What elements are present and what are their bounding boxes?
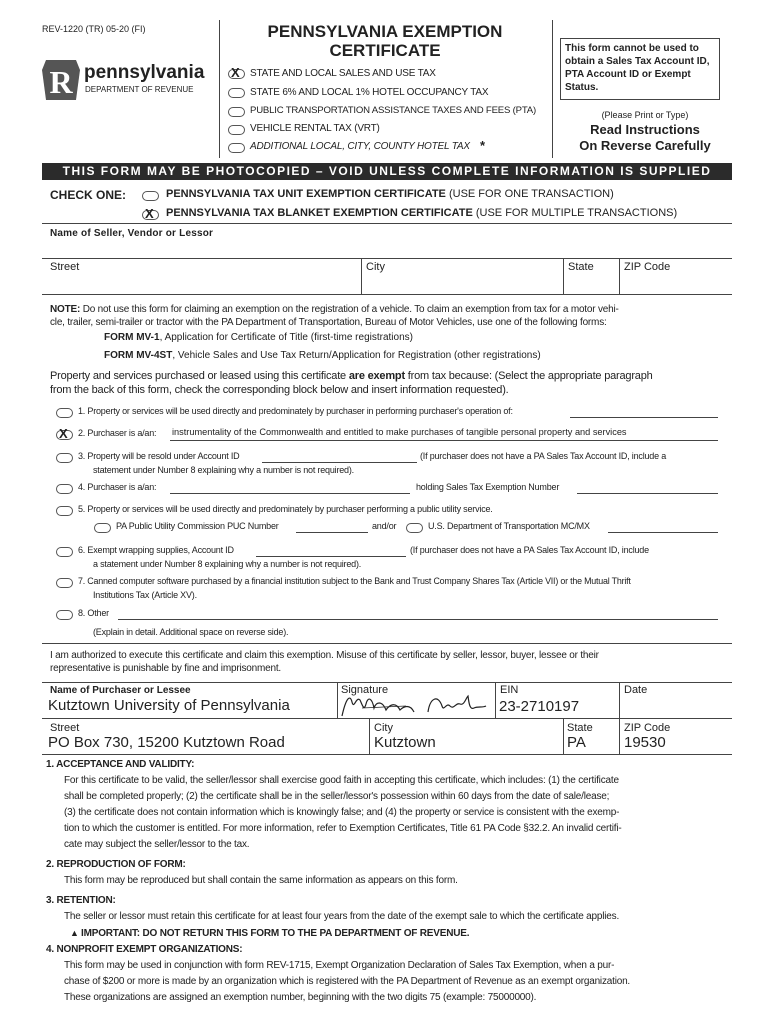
checkbox-blanket-exemption[interactable] (142, 210, 159, 220)
notice-box: This form cannot be used to obtain a Sales Tax Account ID, PTA Account ID or Exempt Status. (560, 38, 720, 100)
checkbox-reason-5[interactable] (56, 506, 73, 516)
seller-city-label: City (366, 261, 385, 273)
seller-street-label: Street (50, 261, 80, 273)
tax-type-label: ADDITIONAL LOCAL, CITY, COUNTY HOTEL TAX (250, 141, 470, 152)
pa-logo (42, 58, 205, 102)
checkbox-hotel-occupancy-tax[interactable] (228, 88, 245, 98)
checkbox-reason-1[interactable] (56, 408, 73, 418)
purchaser-state[interactable]: PA (567, 734, 586, 751)
checkbox-vehicle-rental-tax[interactable] (228, 125, 245, 135)
seller-state-label: State (568, 261, 594, 273)
ein-value[interactable]: 23-2710197 (499, 698, 580, 715)
keystone-icon (42, 58, 80, 102)
checkbox-reason-6[interactable] (56, 547, 73, 557)
note-text: NOTE: Do not use this form for claiming an exemption on the registration of a vehicle. To claim an exemption from tax for a motor vehi- cle, trailer, semi-trailer or tractor with the PA Department of Transportation, Bureau of Motor Vehicles, use one of the following forms: (50, 304, 619, 328)
purchaser-zip[interactable]: 19530 (624, 734, 666, 751)
instructions: 1. ACCEPTANCE AND VALIDITY: For this certificate to be valid, the seller/lessor shall exercise good faith in accepting this certificate, which includes: (1) the certificate shall be completed properly; (2) the certificate shall be in the seller/lessor's possession within 60 days from the date of sale/lease; (3) the certificate does not contain information which is knowingly false; and (4) the property or service is consistent with the exemp- tion to which the customer is entitled. For more information, refer to Exemption Certificates, Title 61 PA Code §32.2. An invalid certifi- cate may subject the seller/lessor to the tax. 2. REPRODUCTION OF FORM: This form may be reproduced but shall contain the same information as appears on this form. 3. RETENTION: The seller or lessor must retain this certificate for at least four years from the date of the exempt sale to which the certificate applies. ▲ IMPORTANT: DO NOT RETURN THIS FORM TO THE PA DEPARTMENT OF REVENUE. 4. NONPROFIT EXEMPT ORGANIZATIONS: This form may be used in conjunction with form REV-1715, Exempt Organization Declaration of Sales Tax Exemption, when a pur- chase of $200 or more is made by an organization which is registered with the PA Department of Revenue as an exempt organization. These organizations are assigned an exemption number, beginning with the two digits 75 (example: 75000000). (46, 757, 736, 1006)
important-note: ▲ IMPORTANT: DO NOT RETURN THIS FORM TO THE PA DEPARTMENT OF REVENUE. (70, 928, 470, 939)
reason-4-text: 4. Purchaser is a/an: (78, 482, 157, 492)
reason-4-note: holding Sales Tax Exemption Number (416, 482, 560, 492)
logo-name: pennsylvania (84, 62, 205, 83)
tax-type-label: STATE AND LOCAL SALES AND USE TAX (250, 68, 436, 79)
seller-state-field[interactable] (564, 274, 618, 292)
banner: THIS FORM MAY BE PHOTOCOPIED – VOID UNLESS COMPLETE INFORMATION IS SUPPLIED (42, 163, 732, 180)
checkbox-reason-4[interactable] (56, 484, 73, 494)
reason-7-text2: Institutions Tax (Article XV). (93, 590, 197, 600)
reason-8-explain: (Explain in detail. Additional space on reverse side). (93, 627, 289, 637)
tax-type-label: PUBLIC TRANSPORTATION ASSISTANCE TAXES AND FEES (PTA) (250, 105, 536, 116)
seller-city-field[interactable] (362, 274, 562, 292)
authorization-statement: I am authorized to execute this certificate and claim this exemption. Misuse of this certificate by seller, lessor, buyer, lessee or their representative is punishable by fine and imprisonment. (50, 650, 599, 674)
reason-2-value[interactable]: instrumentality of the Commonwealth and entitled to make purchases of tangible personal property and services (172, 427, 627, 437)
checkbox-pta-taxes[interactable] (228, 107, 245, 117)
reason-6-text: 6. Exempt wrapping supplies, Account ID (78, 545, 234, 555)
reason-2-text: 2. Purchaser is a/an: (78, 428, 157, 438)
check-one-label: CHECK ONE: (50, 188, 127, 202)
purchaser-city-label: City (374, 722, 393, 734)
reason-8-text: 8. Other (78, 608, 109, 618)
purchaser-name[interactable]: Kutztown University of Pennsylvania (48, 697, 290, 714)
svg-text:R: R (49, 64, 73, 100)
checkbox-reason-8[interactable] (56, 610, 73, 620)
date-field[interactable] (620, 697, 730, 716)
asterisk: * (480, 138, 486, 153)
seller-street-field[interactable] (42, 274, 360, 292)
print-note: (Please Print or Type) (601, 110, 689, 120)
reason-1-text: 1. Property or services will be used directly and predominately by purchaser in performing purchaser's operation of: (78, 406, 513, 416)
form-mv1: FORM MV-1, Application for Certificate of Title (first-time registrations) (104, 332, 413, 343)
reason-6-note2: a statement under Number 8 explaining why a number is not required). (93, 559, 362, 569)
purchaser-zip-label: ZIP Code (624, 722, 671, 734)
form-mv4st: FORM MV-4ST, Vehicle Sales and Use Tax Return/Application for Registration (other registrations) (104, 350, 541, 361)
purchaser-city[interactable]: Kutztown (374, 734, 436, 751)
and-or: and/or (372, 521, 397, 531)
checkbox-reason-3[interactable] (56, 453, 73, 463)
usdot-label: U.S. Department of Transportation MC/MX (428, 521, 590, 531)
blanket-exemption-label: PENNSYLVANIA TAX BLANKET EXEMPTION CERTIFICATE (USE FOR MULTIPLE TRANSACTIONS) (166, 207, 678, 219)
reason-7-text: 7. Canned computer software purchased by a financial institution subject to the Bank and Trust Company Shares Tax (Article VII) or the Mutual Thrift (78, 576, 631, 586)
seller-zip-label: ZIP Code (624, 261, 671, 273)
purchaser-name-label: Name of Purchaser or Lessee (50, 685, 191, 696)
unit-exemption-label: PENNSYLVANIA TAX UNIT EXEMPTION CERTIFICATE (USE FOR ONE TRANSACTION) (166, 188, 614, 200)
checkbox-reason-2[interactable] (56, 430, 73, 440)
tax-type-label: VEHICLE RENTAL TAX (VRT) (250, 123, 380, 134)
puc-label: PA Public Utility Commission PUC Number (116, 521, 279, 531)
property-text: Property and services purchased or leased using this certificate are exempt from tax because: (Select the appropriate paragraph from the back of this form, check the corresponding block below and insert information requested). (50, 370, 653, 396)
tax-type-label: STATE 6% AND LOCAL 1% HOTEL OCCUPANCY TAX (250, 87, 489, 98)
signature-label: Signature (341, 684, 389, 696)
form-id: REV-1220 (TR) 05-20 (FI) (42, 24, 146, 34)
reason-3-note2: statement under Number 8 explaining why a number is not required). (93, 465, 354, 475)
checkbox-unit-exemption[interactable] (142, 191, 159, 201)
checkbox-puc[interactable] (94, 523, 111, 533)
ein-label: EIN (500, 684, 519, 696)
date-label: Date (624, 684, 648, 696)
seller-name-field[interactable] (42, 240, 732, 258)
signature-image (338, 688, 496, 720)
warning-icon: ▲ (70, 928, 82, 938)
purchaser-state-label: State (567, 722, 593, 734)
checkbox-reason-7[interactable] (56, 578, 73, 588)
checkbox-local-hotel-tax[interactable] (228, 143, 245, 153)
reason-6-note: (If purchaser does not have a PA Sales Tax Account ID, include (410, 545, 649, 555)
purchaser-street[interactable]: PO Box 730, 15200 Kutztown Road (48, 734, 285, 751)
seller-name-label: Name of Seller, Vendor or Lessor (50, 228, 214, 239)
checkbox-usdot[interactable] (406, 523, 423, 533)
reason-3-note: (If purchaser does not have a PA Sales Tax Account ID, include a (420, 451, 667, 461)
seller-zip-field[interactable] (620, 274, 730, 292)
read-instructions: Read Instructions On Reverse Carefully (579, 122, 711, 153)
purchaser-street-label: Street (50, 722, 80, 734)
logo-dept: DEPARTMENT OF REVENUE (85, 85, 194, 94)
form-title: PENNSYLVANIA EXEMPTION CERTIFICATE (267, 22, 503, 60)
checkbox-sales-use-tax[interactable] (228, 69, 245, 79)
reason-3-text: 3. Property will be resold under Account ID (78, 451, 240, 461)
reason-5-text: 5. Property or services will be used directly and predominately by purchaser performing a public utility service. (78, 504, 493, 514)
